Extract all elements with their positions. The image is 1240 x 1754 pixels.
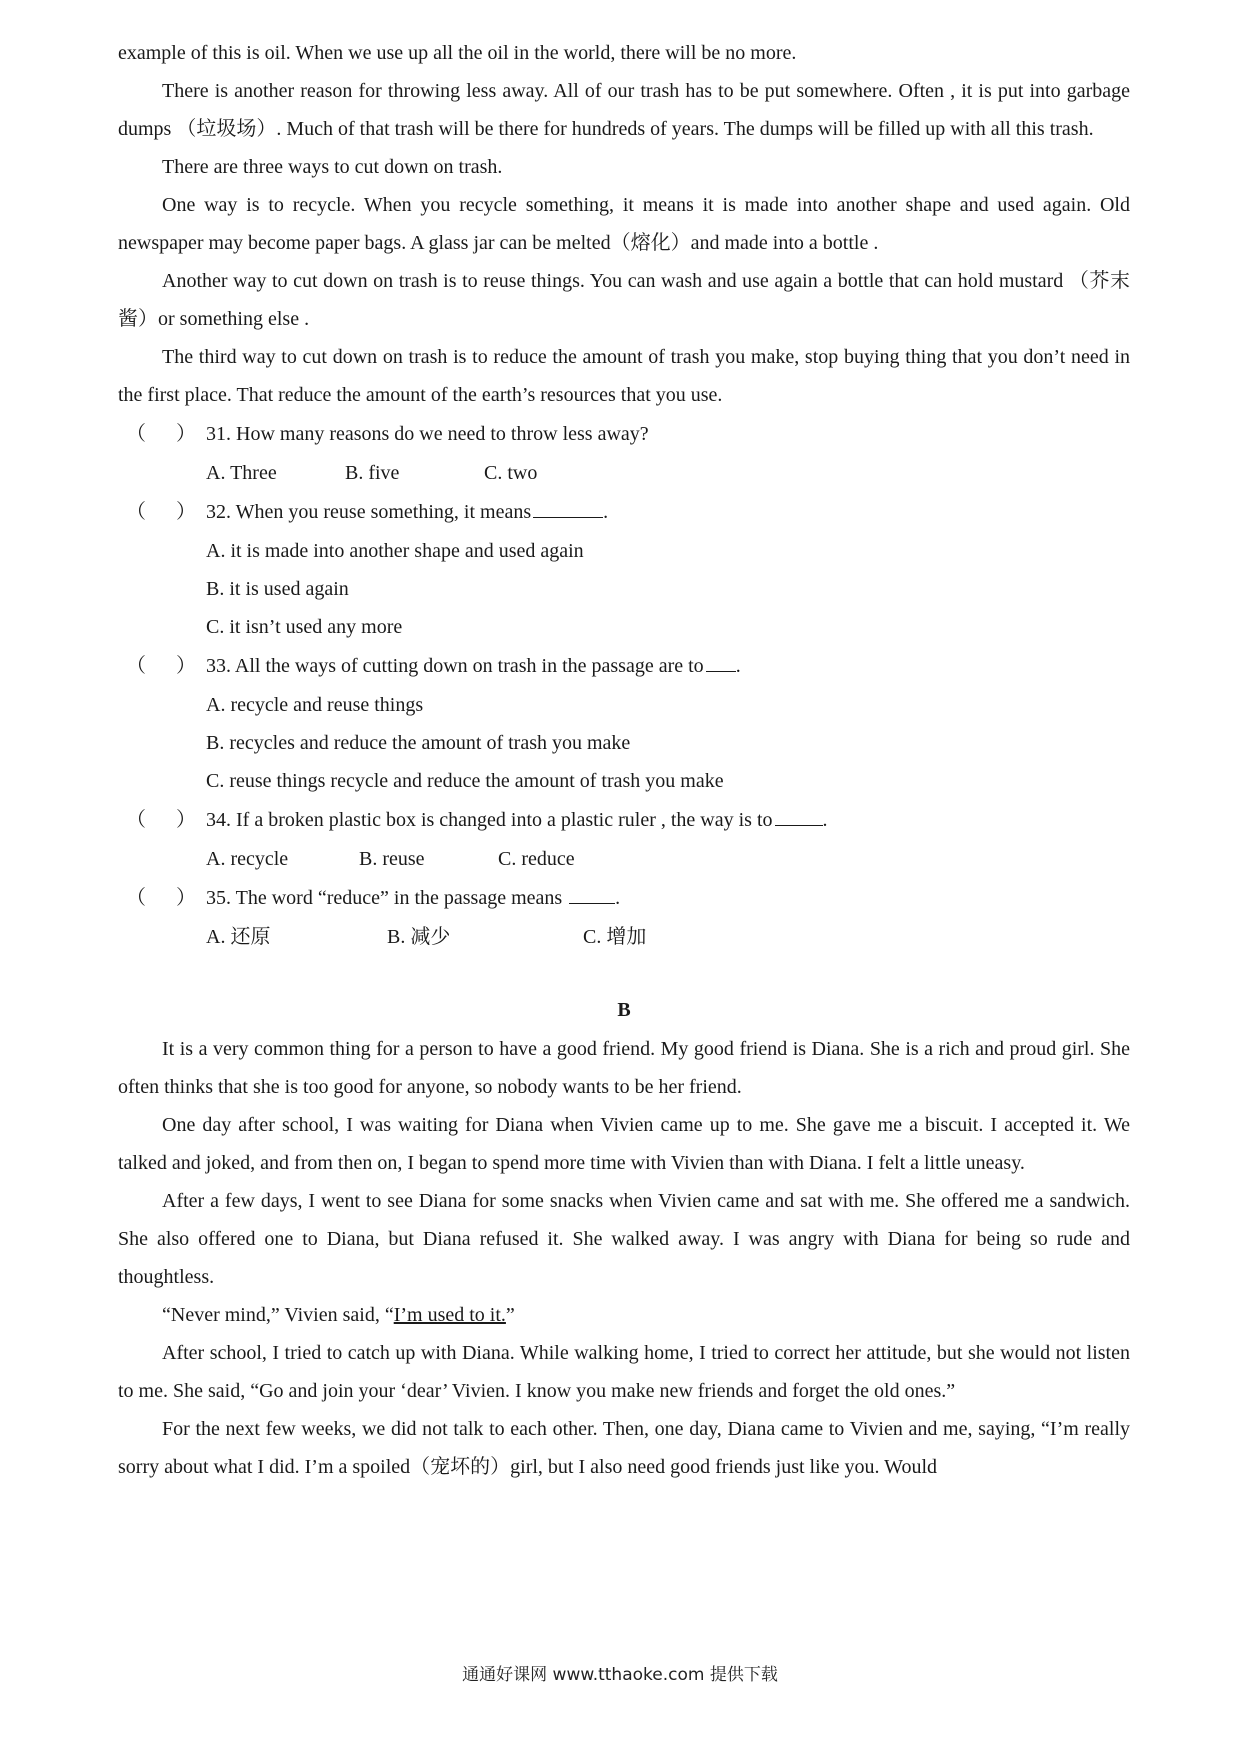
answer-blank: [706, 647, 736, 672]
underlined-phrase: I’m used to it.: [393, 1304, 506, 1326]
period: .: [735, 655, 741, 677]
passage-a-paragraph: The third way to cut down on trash is to reduce the amount of trash you make, stop buying thing that you don’t need in the first place. That reduce the amount of the earth’s resources that you use.: [118, 346, 1130, 406]
answer-blank: [775, 801, 823, 826]
question-34: [118, 800, 1130, 840]
bracket-open: （: [126, 887, 146, 909]
question-35: [118, 878, 1130, 918]
option-c: C. 增加: [583, 926, 647, 948]
options-31: [118, 454, 1130, 492]
question-stem: 34. If a broken plastic box is changed into a plastic ruler , the way is to: [206, 809, 773, 831]
bracket-close: ）: [176, 887, 196, 909]
option-b: B. reuse: [359, 848, 425, 870]
quote-start: “Never mind,” Vivien said, “: [162, 1304, 394, 1326]
passage-b-paragraph: After a few days, I went to see Diana for some snacks when Vivien came and sat with me. She offered me a sandwich. She also offered one to Diana, but Diana refused it. She walked away. I was angry with Diana for being so rude and thoughtless.: [118, 1190, 1130, 1288]
question-32: [118, 492, 1130, 532]
passage-a-paragraph: There is another reason for throwing less away. All of our trash has to be put somewhere. Often , it is put into garbage dumps （垃圾场）. Much of that trash will be there for hundreds of years. The dumps will be filled up with all this trash.: [118, 80, 1130, 140]
document-content: [118, 34, 1130, 1486]
answer-blank: [569, 879, 615, 904]
option-a: A. recycle and reuse things: [206, 694, 424, 716]
question-stem: 33. All the ways of cutting down on trash in the passage are to: [206, 655, 704, 677]
passage-a-paragraph: There are three ways to cut down on trash.: [162, 156, 503, 178]
option-c: C. it isn’t used any more: [206, 616, 403, 638]
passage-b-paragraph: It is a very common thing for a person to have a good friend. My good friend is Diana. She is a rich and proud girl. She often thinks that she is too good for anyone, so nobody wants to be her friend.: [118, 1038, 1130, 1098]
passage-a-paragraph: example of this is oil. When we use up all the oil in the world, there will be no more.: [118, 42, 797, 64]
option-c: C. reduce: [498, 848, 575, 870]
question-stem: 32. When you reuse something, it means: [206, 501, 532, 523]
footer-watermark: 通通好课网 www.tthaoke.com 提供下载: [462, 1665, 778, 1685]
quote-end: ”: [505, 1304, 515, 1326]
option-c: C. reuse things recycle and reduce the amount of trash you make: [206, 770, 724, 792]
options-35: [118, 918, 1130, 956]
question-text: [206, 646, 741, 686]
question-text: [206, 492, 608, 532]
question-text: 31. How many reasons do we need to throw less away?: [206, 423, 649, 445]
bracket-close: ）: [176, 423, 196, 445]
passage-b-paragraph: One day after school, I was waiting for Diana when Vivien came up to me. She gave me a biscuit. I accepted it. We talked and joked, and from then on, I began to spend more time with Vivien than with Diana. I felt a little uneasy.: [118, 1114, 1130, 1174]
options-34: [118, 840, 1130, 878]
period: .: [615, 887, 621, 909]
option-a: A. Three: [206, 462, 277, 484]
passage-b-paragraph: For the next few weeks, we did not talk to each other. Then, one day, Diana came to Vivien and me, saying, “I’m really sorry about what I did. I’m a spoiled（宠坏的）girl, but I also need good friends just like you. Would: [118, 1418, 1130, 1478]
option-a: A. 还原: [206, 926, 271, 948]
answer-blank: [533, 493, 603, 518]
question-31: [118, 414, 1130, 454]
option-b: B. it is used again: [206, 578, 349, 600]
option-b: B. five: [345, 462, 400, 484]
section-title: B: [617, 999, 631, 1021]
bracket-close: ）: [176, 655, 196, 677]
period: .: [603, 501, 609, 523]
bracket-close: ）: [176, 809, 196, 831]
question-33: [118, 646, 1130, 686]
option-a: A. recycle: [206, 848, 289, 870]
question-text: [206, 800, 828, 840]
bracket-open: （: [126, 655, 146, 677]
passage-a-paragraph: Another way to cut down on trash is to reuse things. You can wash and use again a bottle that can hold mustard （芥末酱）or something else .: [118, 270, 1130, 330]
option-b: B. 减少: [387, 926, 451, 948]
passage-b-paragraph: After school, I tried to catch up with Diana. While walking home, I tried to correct her attitude, but she would not listen to me. She said, “Go and join your ‘dear’ Vivien. I know you make new friends and forget the old ones.”: [118, 1342, 1130, 1402]
question-text: [206, 878, 620, 918]
passage-b-paragraph: [118, 1296, 1130, 1334]
period: .: [822, 809, 828, 831]
bracket-open: （: [126, 501, 146, 523]
option-c: C. two: [484, 462, 538, 484]
bracket-open: （: [126, 809, 146, 831]
question-stem: 35. The word “reduce” in the passage means: [206, 887, 568, 909]
passage-a-paragraph: One way is to recycle. When you recycle something, it means it is made into another shape and used again. Old newspaper may become paper bags. A glass jar can be melted（熔化）and made into a bottle .: [118, 194, 1130, 254]
bracket-close: ）: [176, 501, 196, 523]
option-a: A. it is made into another shape and used again: [206, 540, 584, 562]
option-b: B. recycles and reduce the amount of trash you make: [206, 732, 631, 754]
bracket-open: （: [126, 423, 146, 445]
